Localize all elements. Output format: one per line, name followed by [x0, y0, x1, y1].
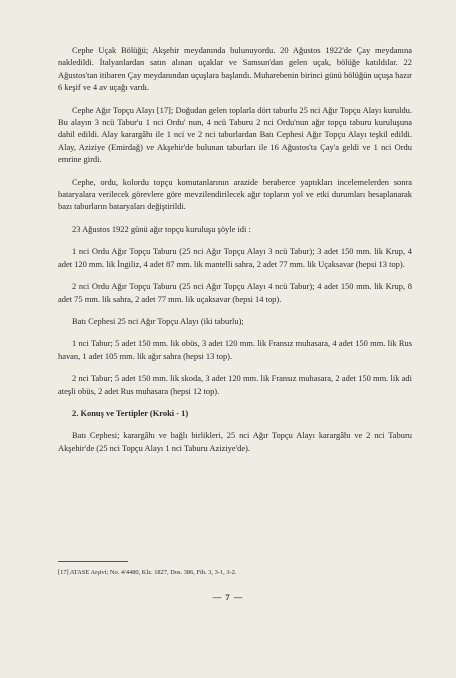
paragraph-second-battalion: 2 nci Tabur; 5 adet 150 mm. lik skoda, 3 adet 120 mm. lik Fransız muhasara, 2 adet 150 mm. lik adi ateşli obüs, 2 adet Rus muhasara (hepsi 12 top).: [58, 373, 412, 396]
paragraph-western-front-disposition: Batı Cephesi; karargâhı ve bağlı birlikleri, 25 nci Ağır Topçu Alayı karargâhı ve 2 nci Taburu Akşehir'de (25 nci Topçu Alayı 1 nci Taburu Aziziye'de).: [58, 430, 412, 453]
paragraph-organization-intro: 23 Ağustos 1922 günü ağır topçu kuruluşu şöyle idi :: [72, 223, 251, 234]
paragraph-artillery-inspection: Cephe, ordu, kolordu topçu komutanlarının arazide beraberce yaptıkları incelemelerden sonra bataryalara verilecek görevlere göre mevzilendirilecek ağır topların yol ve etki durumları hesaplanarak bazı taburların bataryaları değiştirildi.: [58, 176, 412, 212]
paragraph-heavy-artillery-regiment: Cephe Ağır Topçu Alayı [17]; Doğudan gelen toplarla dört taburlu 25 nci Ağır Topçu Alayı kuruldu. Bu alayın 3 ncü Tabur'u 1 nci Ordu' nun, 4 ncü Taburu 2 nci Ordu'nun ağır topçu taburu kuruluşuna dahil edildi. Alay karargâhı ile 1 nci ve 2 nci taburlardan Batı Cephesi Ağır Topçu Alayı teşkil edildi. Alay, Aziziye (Emirdağ) ve Akşehir'de bulunan taburları ile 16 Ağustos'ta Çay'a geldi ve 1 nci Ordu emrine girdi.: [58, 104, 412, 165]
paragraph-western-front-regiment: Batı Cephesi 25 nci Ağır Topçu Alayı (iki taburlu);: [72, 315, 244, 326]
section-heading: 2. Konuş ve Tertipler (Kroki - 1): [72, 407, 189, 418]
page-number: — 7 —: [212, 592, 244, 602]
footnote: [17] ATASE Arşivi; No. 4/4480, Klz. 1827, Dos. 386, Fih. 3, 3-1, 3-2.: [58, 569, 237, 576]
paragraph-first-battalion: 1 nci Tabur; 5 adet 150 mm. lik obüs, 3 adet 120 mm. lik Fransız muhasara, 4 adet 150 mm. lik Rus havan, 1 adet 105 mm. lik ağır sahra (hepsi 13 top).: [58, 338, 412, 361]
paragraph-second-army-battalion: 2 nci Ordu Ağır Topçu Taburu (25 nci Ağır Topçu Alayı 4 ncü Tabur); 4 adet 150 mm. lik Krup, 8 adet 75 mm. lik sahra, 2 adet 77 mm. lik uçaksavar (hepsi 14 top).: [58, 281, 412, 304]
paragraph-first-army-battalion: 1 nci Ordu Ağır Topçu Taburu (25 nci Ağır Topçu Alayı 3 ncü Tabur); 3 adet 150 mm. lik Krup, 4 adet 120 mm. lik İngiliz, 4 adet 87 mm. lik mantelli sahra, 2 adet 77 mm. lik Uçaksavar (hepsi 13 top).: [58, 246, 412, 269]
paragraph-air-squadron: Cephe Uçak Bölüğü; Akşehir meydanında bulunuyordu. 20 Ağustos 1922'de Çay meydanına nakledildi. İtalyanlardan satın alınan uçaklar ve Samsun'dan gelen uçak, bölüğe katıldılar. 22 Ağustos'tan itibaren Çay meydanından uçuşlara başlandı. Muharebenin birinci günü bölüğün uçuşa hazır 6 keşif ve 4 av uçağı vardı.: [58, 45, 412, 93]
footnote-divider: [58, 561, 128, 562]
